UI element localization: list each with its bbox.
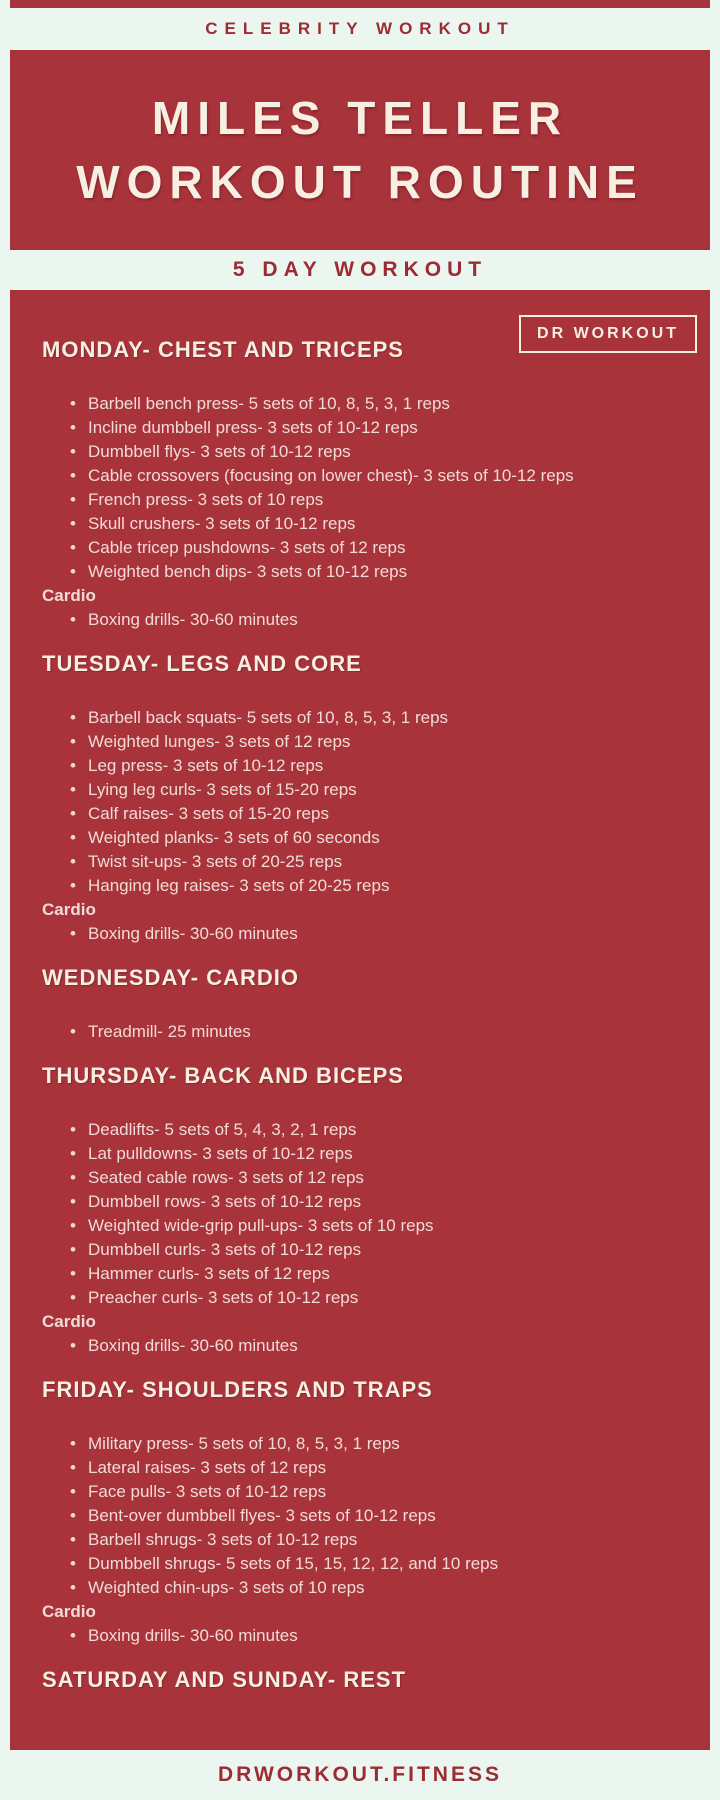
- exercise-item: • Incline dumbbell press- 3 sets of 10-12 reps: [88, 416, 603, 440]
- cardio-label: Cardio: [42, 900, 96, 919]
- exercise-item: • Treadmill- 25 minutes: [88, 1020, 603, 1044]
- footer-site-text: DRWORKOUT.FITNESS: [218, 1763, 502, 1786]
- cardio-item: • Boxing drills- 30-60 minutes: [88, 608, 603, 632]
- exercise-list: [42, 1020, 682, 1044]
- exercise-list: [42, 1118, 682, 1310]
- day-section: [42, 1064, 682, 1358]
- exercise-item: • Weighted planks- 3 sets of 60 seconds: [88, 826, 603, 850]
- exercise-item: • Preacher curls- 3 sets of 10-12 reps: [88, 1286, 603, 1310]
- cardio-list: [42, 1624, 682, 1648]
- cardio-list: [42, 1334, 682, 1358]
- day-heading: THURSDAY- BACK AND BICEPS: [42, 1063, 404, 1088]
- cardio-list: [42, 922, 682, 946]
- exercise-item: • Skull crushers- 3 sets of 10-12 reps: [88, 512, 603, 536]
- exercise-item: • Weighted lunges- 3 sets of 12 reps: [88, 730, 603, 754]
- exercise-item: • Seated cable rows- 3 sets of 12 reps: [88, 1166, 603, 1190]
- day-heading: FRIDAY- SHOULDERS AND TRAPS: [42, 1377, 433, 1402]
- exercise-item: • Barbell bench press- 5 sets of 10, 8, 5, 3, 1 reps: [88, 392, 603, 416]
- brand-badge: DR WORKOUT: [519, 315, 697, 353]
- exercise-list: [42, 706, 682, 898]
- exercise-item: • Hammer curls- 3 sets of 12 reps: [88, 1262, 603, 1286]
- exercise-item: • Bent-over dumbbell flyes- 3 sets of 10-12 reps: [88, 1504, 603, 1528]
- cardio-label: Cardio: [42, 1602, 96, 1621]
- kicker-text: CELEBRITY WORKOUT: [205, 19, 515, 38]
- day-section: [42, 966, 682, 1044]
- day-section: [42, 1668, 682, 1692]
- title-panel: [10, 50, 710, 250]
- day-heading: SATURDAY AND SUNDAY- REST: [42, 1667, 407, 1692]
- workout-panel: [10, 290, 710, 1750]
- exercise-item: • French press- 3 sets of 10 reps: [88, 488, 603, 512]
- exercise-item: • Lat pulldowns- 3 sets of 10-12 reps: [88, 1142, 603, 1166]
- exercise-item: • Face pulls- 3 sets of 10-12 reps: [88, 1480, 603, 1504]
- exercise-item: • Calf raises- 3 sets of 15-20 reps: [88, 802, 603, 826]
- day-heading: MONDAY- CHEST AND TRICEPS: [42, 337, 404, 362]
- exercise-item: • Weighted chin-ups- 3 sets of 10 reps: [88, 1576, 603, 1600]
- cardio-label: Cardio: [42, 586, 96, 605]
- exercise-item: • Dumbbell curls- 3 sets of 10-12 reps: [88, 1238, 603, 1262]
- title-line-1: MILES TELLER: [151, 92, 569, 144]
- day-section: [42, 652, 682, 946]
- title-line-2: WORKOUT ROUTINE: [76, 156, 644, 208]
- exercise-item: • Barbell shrugs- 3 sets of 10-12 reps: [88, 1528, 603, 1552]
- cardio-item: • Boxing drills- 30-60 minutes: [88, 922, 603, 946]
- exercise-item: • Twist sit-ups- 3 sets of 20-25 reps: [88, 850, 603, 874]
- subtitle-text: 5 DAY WORKOUT: [232, 258, 488, 281]
- cardio-label: Cardio: [42, 1312, 96, 1331]
- day-sections-container: [42, 338, 682, 1692]
- exercise-item: • Military press- 5 sets of 10, 8, 5, 3, 1 reps: [88, 1432, 603, 1456]
- top-accent-strip: [10, 0, 710, 8]
- day-section: [42, 338, 682, 632]
- cardio-list: [42, 608, 682, 632]
- exercise-item: • Hanging leg raises- 3 sets of 20-25 reps: [88, 874, 603, 898]
- cardio-item: • Boxing drills- 30-60 minutes: [88, 1334, 603, 1358]
- exercise-item: • Dumbbell shrugs- 5 sets of 15, 15, 12, 12, and 10 reps: [88, 1552, 603, 1576]
- exercise-item: • Dumbbell rows- 3 sets of 10-12 reps: [88, 1190, 603, 1214]
- exercise-item: • Barbell back squats- 5 sets of 10, 8, 5, 3, 1 reps: [88, 706, 603, 730]
- exercise-item: • Deadlifts- 5 sets of 5, 4, 3, 2, 1 reps: [88, 1118, 603, 1142]
- exercise-item: • Dumbbell flys- 3 sets of 10-12 reps: [88, 440, 603, 464]
- exercise-item: • Leg press- 3 sets of 10-12 reps: [88, 754, 603, 778]
- day-section: [42, 1378, 682, 1648]
- cardio-item: • Boxing drills- 30-60 minutes: [88, 1624, 603, 1648]
- day-heading: TUESDAY- LEGS AND CORE: [42, 651, 362, 676]
- exercise-item: • Lying leg curls- 3 sets of 15-20 reps: [88, 778, 603, 802]
- exercise-item: • Weighted bench dips- 3 sets of 10-12 reps: [88, 560, 603, 584]
- exercise-item: • Cable tricep pushdowns- 3 sets of 12 reps: [88, 536, 603, 560]
- exercise-item: • Weighted wide-grip pull-ups- 3 sets of 10 reps: [88, 1214, 603, 1238]
- exercise-list: [42, 1432, 682, 1600]
- day-heading: WEDNESDAY- CARDIO: [42, 965, 299, 990]
- exercise-item: • Cable crossovers (focusing on lower chest)- 3 sets of 10-12 reps: [88, 464, 603, 488]
- exercise-item: • Lateral raises- 3 sets of 12 reps: [88, 1456, 603, 1480]
- exercise-list: [42, 392, 682, 584]
